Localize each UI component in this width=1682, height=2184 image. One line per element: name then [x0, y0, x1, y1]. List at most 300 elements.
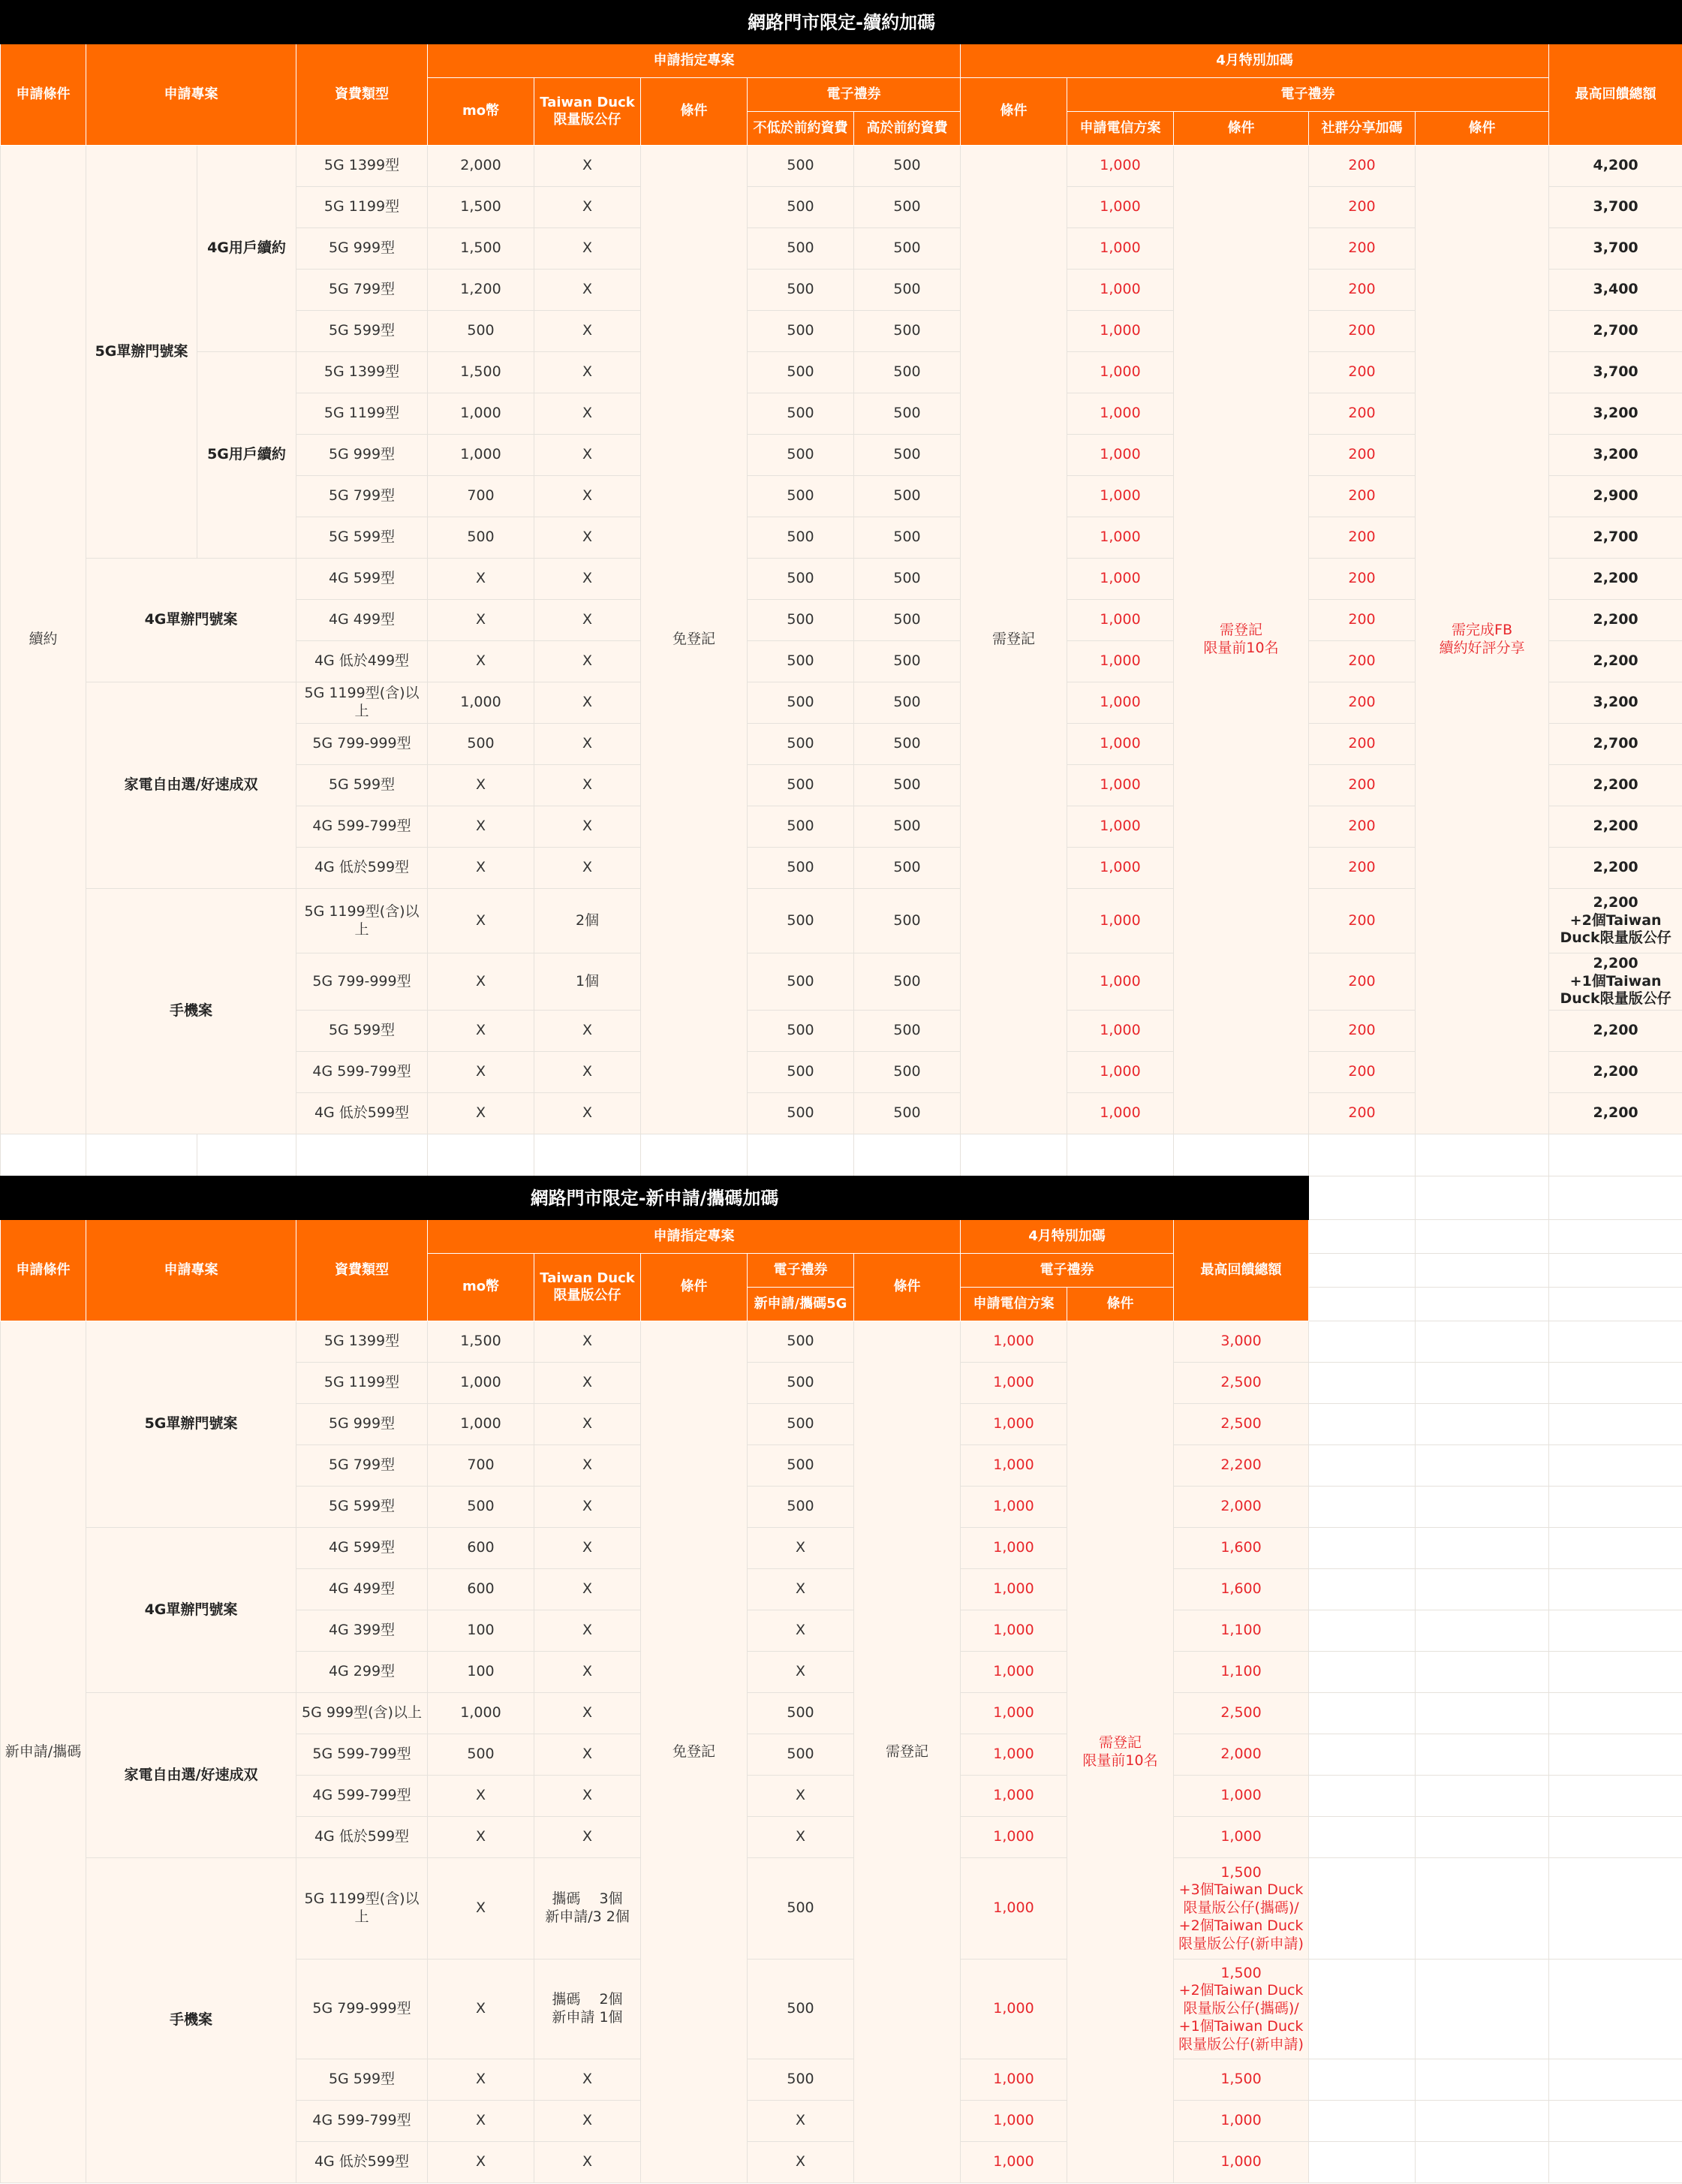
- header-april: 4月特別加碼: [961, 44, 1549, 78]
- header-telecom: 申請電信方案: [1067, 112, 1174, 146]
- plan-cell: 4G 低於599型: [296, 1817, 428, 1858]
- plan-cell: 4G 299型: [296, 1652, 428, 1693]
- plan-cell: 4G 599-799型: [296, 1776, 428, 1817]
- plan-cell: 4G 低於599型: [296, 2142, 428, 2183]
- plan-cell: 4G 399型: [296, 1610, 428, 1652]
- telecom-cell: 1,000: [961, 1858, 1067, 1960]
- condition-cell: 續約: [1, 146, 86, 1134]
- social-cell: 200: [1309, 476, 1416, 517]
- evoucher-not-lower-cell: 500: [748, 806, 854, 848]
- duck-cell: X: [534, 806, 641, 848]
- header-cond2: 條件: [961, 78, 1067, 146]
- plan-cell: 4G 599-799型: [296, 1052, 428, 1093]
- mo-cell: 100: [428, 1610, 534, 1652]
- evoucher-cell: 500: [748, 2059, 854, 2101]
- header-duck: Taiwan Duck 限量版公仔: [534, 78, 641, 146]
- total-cell: 2,000: [1174, 1487, 1309, 1528]
- evoucher-higher-cell: 500: [854, 1093, 961, 1134]
- evoucher-cell: 500: [748, 1404, 854, 1445]
- evoucher-cell: 500: [748, 1363, 854, 1404]
- mo-cell: 500: [428, 517, 534, 559]
- evoucher-not-lower-cell: 500: [748, 476, 854, 517]
- evoucher-higher-cell: 500: [854, 517, 961, 559]
- mo-cell: X: [428, 1960, 534, 2059]
- duck-cell: X: [534, 724, 641, 765]
- telecom-cell: 1,000: [1067, 600, 1174, 641]
- telecom-cell: 1,000: [1067, 641, 1174, 682]
- telecom-cell: 1,000: [961, 1776, 1067, 1817]
- evoucher-higher-cell: 500: [854, 146, 961, 187]
- total-cell: 2,900: [1549, 476, 1682, 517]
- evoucher-higher-cell: 500: [854, 476, 961, 517]
- mo-cell: 1,000: [428, 435, 534, 476]
- social-cell: 200: [1309, 146, 1416, 187]
- header-telecom: 申請電信方案: [961, 1288, 1067, 1321]
- duck-cell: X: [534, 228, 641, 270]
- evoucher-not-lower-cell: 500: [748, 228, 854, 270]
- total-cell: 4,200: [1549, 146, 1682, 187]
- evoucher-higher-cell: 500: [854, 641, 961, 682]
- mo-cell: 600: [428, 1528, 534, 1569]
- mo-cell: 100: [428, 1652, 534, 1693]
- duck-cell: X: [534, 1052, 641, 1093]
- duck-cell: X: [534, 2059, 641, 2101]
- plan-cell: 5G 999型: [296, 1404, 428, 1445]
- new-table-title: 網路門市限定-新申請/攜碼加碼: [1, 1176, 1309, 1220]
- total-cell: 3,000: [1174, 1321, 1309, 1363]
- telecom-cell: 1,000: [1067, 1052, 1174, 1093]
- plan-cell: 4G 599-799型: [296, 806, 428, 848]
- duck-cell: X: [534, 1487, 641, 1528]
- header-condition: 申請條件: [1, 44, 86, 146]
- social-cell: 200: [1309, 187, 1416, 228]
- evoucher-not-lower-cell: 500: [748, 559, 854, 600]
- telecom-cell: 1,000: [961, 1734, 1067, 1776]
- telecom-cell: 1,000: [1067, 187, 1174, 228]
- renewal-table-title: 網路門市限定-續約加碼: [1, 1, 1682, 44]
- total-cell: 1,600: [1174, 1569, 1309, 1610]
- total-cell: 3,400: [1549, 270, 1682, 311]
- total-cell: 2,200: [1549, 1011, 1682, 1052]
- header-evoucher2: 電子禮券: [1067, 78, 1549, 112]
- total-cell: 2,200: [1549, 600, 1682, 641]
- header-not-lower: 不低於前約資費: [748, 112, 854, 146]
- plan-cell: 5G 1399型: [296, 146, 428, 187]
- free-reg-cell: 免登記: [641, 146, 748, 1134]
- mo-cell: 600: [428, 1569, 534, 1610]
- duck-cell: X: [534, 1321, 641, 1363]
- plan-cell: 4G 599-799型: [296, 2101, 428, 2142]
- evoucher-cell: X: [748, 2142, 854, 2183]
- mo-cell: X: [428, 2142, 534, 2183]
- duck-cell: X: [534, 1652, 641, 1693]
- evoucher-cell: 500: [748, 1858, 854, 1960]
- evoucher-cell: 500: [748, 1445, 854, 1487]
- total-cell: 2,700: [1549, 724, 1682, 765]
- header-cond3: 條件: [1067, 1288, 1174, 1321]
- telecom-cell: 1,000: [1067, 228, 1174, 270]
- plan-cell: 5G 1399型: [296, 1321, 428, 1363]
- evoucher-higher-cell: 500: [854, 682, 961, 724]
- evoucher-higher-cell: 500: [854, 600, 961, 641]
- evoucher-higher-cell: 500: [854, 311, 961, 352]
- total-cell: 2,700: [1549, 311, 1682, 352]
- total-cell: 2,700: [1549, 517, 1682, 559]
- evoucher-not-lower-cell: 500: [748, 600, 854, 641]
- table-row: [1, 1321, 1682, 1363]
- mo-cell: 700: [428, 476, 534, 517]
- header-cond: 條件: [641, 78, 748, 146]
- plan-cell: 5G 1199型: [296, 187, 428, 228]
- total-cell: 3,700: [1549, 352, 1682, 393]
- header-cond3: 條件: [1174, 112, 1309, 146]
- plan-cell: 5G 599型: [296, 1011, 428, 1052]
- mo-cell: X: [428, 848, 534, 889]
- plan-cell: 5G 599型: [296, 2059, 428, 2101]
- evoucher-not-lower-cell: 500: [748, 765, 854, 806]
- evoucher-not-lower-cell: 500: [748, 682, 854, 724]
- mo-cell: 1,000: [428, 682, 534, 724]
- group-home: 家電自由選/好速成双: [86, 682, 296, 889]
- plan-cell: 5G 999型: [296, 228, 428, 270]
- telecom-cell: 1,000: [961, 2059, 1067, 2101]
- header-april: 4月特別加碼: [961, 1220, 1174, 1254]
- plan-cell: 5G 1399型: [296, 352, 428, 393]
- telecom-cell: 1,000: [961, 2101, 1067, 2142]
- duck-cell: X: [534, 1445, 641, 1487]
- plan-cell: 5G 799型: [296, 1445, 428, 1487]
- duck-cell: X: [534, 435, 641, 476]
- mo-cell: X: [428, 1011, 534, 1052]
- mo-cell: X: [428, 1052, 534, 1093]
- duck-cell: X: [534, 2142, 641, 2183]
- telecom-cell: 1,000: [1067, 435, 1174, 476]
- need-reg-cell: 需登記: [854, 1321, 961, 2183]
- table-row: [1, 1528, 1682, 1569]
- evoucher-not-lower-cell: 500: [748, 146, 854, 187]
- evoucher-cell: X: [748, 1817, 854, 1858]
- plan-cell: 5G 599型: [296, 517, 428, 559]
- mo-cell: 2,000: [428, 146, 534, 187]
- telecom-cell: 1,000: [1067, 765, 1174, 806]
- mo-cell: 1,000: [428, 1693, 534, 1734]
- evoucher-cell: X: [748, 1610, 854, 1652]
- mo-cell: 1,000: [428, 1363, 534, 1404]
- total-cell: 2,500: [1174, 1693, 1309, 1734]
- total-cell: 2,200: [1549, 1052, 1682, 1093]
- table-row: [1, 1858, 1682, 1960]
- evoucher-cell: 500: [748, 1487, 854, 1528]
- social-cell: 200: [1309, 848, 1416, 889]
- duck-cell: X: [534, 1776, 641, 1817]
- evoucher-higher-cell: 500: [854, 953, 961, 1011]
- total-cell: 2,200: [1549, 765, 1682, 806]
- plan-cell: 4G 低於599型: [296, 848, 428, 889]
- telecom-cell: 1,000: [961, 1610, 1067, 1652]
- evoucher-not-lower-cell: 500: [748, 435, 854, 476]
- group-4g: 4G單辦門號案: [86, 559, 296, 682]
- header-designated: 申請指定專案: [428, 44, 961, 78]
- mo-cell: 1,500: [428, 352, 534, 393]
- telecom-cell: 1,000: [1067, 146, 1174, 187]
- telecom-cell: 1,000: [1067, 559, 1174, 600]
- evoucher-not-lower-cell: 500: [748, 352, 854, 393]
- telecom-cell: 1,000: [961, 1652, 1067, 1693]
- evoucher-not-lower-cell: 500: [748, 1052, 854, 1093]
- duck-cell: 2個: [534, 889, 641, 953]
- header-total: 最高回饋總額: [1549, 44, 1682, 146]
- social-cell: 200: [1309, 228, 1416, 270]
- telecom-cell: 1,000: [1067, 682, 1174, 724]
- evoucher-not-lower-cell: 500: [748, 889, 854, 953]
- telecom-cell: 1,000: [961, 1817, 1067, 1858]
- duck-cell: X: [534, 641, 641, 682]
- table-row: [1, 1693, 1682, 1734]
- total-cell: 3,700: [1549, 228, 1682, 270]
- evoucher-cell: 500: [748, 1734, 854, 1776]
- telecom-cell: 1,000: [1067, 393, 1174, 435]
- top10-cell: 需登記 限量前10名: [1067, 1321, 1174, 2183]
- evoucher-higher-cell: 500: [854, 724, 961, 765]
- telecom-cell: 1,000: [961, 1363, 1067, 1404]
- evoucher-cell: X: [748, 1776, 854, 1817]
- evoucher-not-lower-cell: 500: [748, 187, 854, 228]
- plan-cell: 5G 599型: [296, 311, 428, 352]
- total-cell: 1,000: [1174, 2101, 1309, 2142]
- evoucher-not-lower-cell: 500: [748, 517, 854, 559]
- telecom-cell: 1,000: [961, 1404, 1067, 1445]
- group-phone: 手機案: [86, 1858, 296, 2183]
- new-application-table: [0, 1176, 1682, 2183]
- evoucher-higher-cell: 500: [854, 228, 961, 270]
- duck-cell: 攜碼 3個 新申請/3 2個: [534, 1858, 641, 1960]
- evoucher-cell: X: [748, 1652, 854, 1693]
- evoucher-not-lower-cell: 500: [748, 1011, 854, 1052]
- telecom-cell: 1,000: [961, 1321, 1067, 1363]
- header-higher: 高於前約資費: [854, 112, 961, 146]
- evoucher-not-lower-cell: 500: [748, 641, 854, 682]
- social-cell: 200: [1309, 1093, 1416, 1134]
- telecom-cell: 1,000: [1067, 270, 1174, 311]
- duck-cell: X: [534, 600, 641, 641]
- evoucher-higher-cell: 500: [854, 765, 961, 806]
- duck-cell: X: [534, 765, 641, 806]
- telecom-cell: 1,000: [961, 1569, 1067, 1610]
- header-plan: 資費類型: [296, 1220, 428, 1321]
- header-mo: mo幣: [428, 78, 534, 146]
- duck-cell: X: [534, 311, 641, 352]
- evoucher-cell: 500: [748, 1960, 854, 2059]
- total-cell: 2,200: [1549, 848, 1682, 889]
- plan-cell: 5G 1199型(含)以上: [296, 682, 428, 724]
- social-cell: 200: [1309, 559, 1416, 600]
- group-5g: 5G單辦門號案: [86, 146, 197, 559]
- evoucher-higher-cell: 500: [854, 848, 961, 889]
- duck-cell: 攜碼 2個 新申請 1個: [534, 1960, 641, 2059]
- mo-cell: X: [428, 2059, 534, 2101]
- mo-cell: 1,500: [428, 187, 534, 228]
- telecom-cell: 1,000: [1067, 311, 1174, 352]
- header-social: 社群分享加碼: [1309, 112, 1416, 146]
- header-designated: 申請指定專案: [428, 1220, 961, 1254]
- social-cell: 200: [1309, 1052, 1416, 1093]
- plan-cell: 5G 999型: [296, 435, 428, 476]
- evoucher-not-lower-cell: 500: [748, 311, 854, 352]
- plan-cell: 5G 799-999型: [296, 953, 428, 1011]
- total-cell: 1,500: [1174, 2059, 1309, 2101]
- header-evoucher: 電子禮券: [748, 78, 961, 112]
- evoucher-not-lower-cell: 500: [748, 393, 854, 435]
- total-cell: 1,100: [1174, 1652, 1309, 1693]
- evoucher-higher-cell: 500: [854, 806, 961, 848]
- total-cell: 1,100: [1174, 1610, 1309, 1652]
- social-cell: 200: [1309, 352, 1416, 393]
- total-cell: 2,200 +2個Taiwan Duck限量版公仔: [1549, 889, 1682, 953]
- telecom-cell: 1,000: [1067, 1011, 1174, 1052]
- duck-cell: X: [534, 352, 641, 393]
- duck-cell: X: [534, 848, 641, 889]
- table-row: [1, 146, 1682, 187]
- total-cell: 2,200: [1174, 1445, 1309, 1487]
- total-cell: 1,000: [1174, 1817, 1309, 1858]
- fb-share-cell: 需完成FB 續約好評分享: [1416, 146, 1549, 1134]
- header-evoucher2: 電子禮券: [961, 1254, 1174, 1288]
- mo-cell: X: [428, 806, 534, 848]
- duck-cell: X: [534, 1734, 641, 1776]
- evoucher-cell: X: [748, 2101, 854, 2142]
- total-cell: 2,200: [1549, 641, 1682, 682]
- evoucher-higher-cell: 500: [854, 270, 961, 311]
- evoucher-cell: 500: [748, 1693, 854, 1734]
- total-cell: 3,200: [1549, 682, 1682, 724]
- total-cell: 3,200: [1549, 435, 1682, 476]
- social-cell: 200: [1309, 682, 1416, 724]
- mo-cell: 500: [428, 1734, 534, 1776]
- header-total: 最高回饋總額: [1174, 1220, 1309, 1321]
- mo-cell: X: [428, 1858, 534, 1960]
- telecom-cell: 1,000: [1067, 517, 1174, 559]
- mo-cell: 700: [428, 1445, 534, 1487]
- header-new5g: 新申請/攜碼5G: [748, 1288, 854, 1321]
- condition-cell: 新申請/攜碼: [1, 1321, 86, 2183]
- evoucher-cell: 500: [748, 1321, 854, 1363]
- telecom-cell: 1,000: [961, 1960, 1067, 2059]
- group-4g: 4G單辦門號案: [86, 1528, 296, 1693]
- duck-cell: X: [534, 1528, 641, 1569]
- header-evoucher: 電子禮券: [748, 1254, 854, 1288]
- telecom-cell: 1,000: [961, 1445, 1067, 1487]
- mo-cell: X: [428, 953, 534, 1011]
- duck-cell: X: [534, 1093, 641, 1134]
- evoucher-higher-cell: 500: [854, 889, 961, 953]
- header-plan: 資費類型: [296, 44, 428, 146]
- social-cell: 200: [1309, 393, 1416, 435]
- telecom-cell: 1,000: [1067, 724, 1174, 765]
- social-cell: 200: [1309, 311, 1416, 352]
- total-cell: 3,200: [1549, 393, 1682, 435]
- mo-cell: X: [428, 641, 534, 682]
- total-cell: 2,500: [1174, 1363, 1309, 1404]
- total-cell: 3,700: [1549, 187, 1682, 228]
- mo-cell: X: [428, 889, 534, 953]
- mo-cell: 500: [428, 1487, 534, 1528]
- header-mo: mo幣: [428, 1254, 534, 1321]
- header-project: 申請專案: [86, 1220, 296, 1321]
- social-cell: 200: [1309, 724, 1416, 765]
- social-cell: 200: [1309, 600, 1416, 641]
- plan-cell: 5G 1199型: [296, 1363, 428, 1404]
- social-cell: 200: [1309, 1011, 1416, 1052]
- duck-cell: X: [534, 1610, 641, 1652]
- total-cell: 2,200: [1549, 806, 1682, 848]
- plan-cell: 4G 599型: [296, 559, 428, 600]
- telecom-cell: 1,000: [1067, 806, 1174, 848]
- duck-cell: X: [534, 682, 641, 724]
- mo-cell: 1,200: [428, 270, 534, 311]
- evoucher-not-lower-cell: 500: [748, 270, 854, 311]
- social-cell: 200: [1309, 435, 1416, 476]
- header-cond: 條件: [641, 1254, 748, 1321]
- telecom-cell: 1,000: [1067, 848, 1174, 889]
- total-cell: 2,200: [1549, 1093, 1682, 1134]
- mo-cell: X: [428, 765, 534, 806]
- plan-cell: 5G 799-999型: [296, 1960, 428, 2059]
- duck-cell: X: [534, 1693, 641, 1734]
- telecom-cell: 1,000: [961, 2142, 1067, 2183]
- mo-cell: 1,000: [428, 1404, 534, 1445]
- header-duck: Taiwan Duck 限量版公仔: [534, 1254, 641, 1321]
- group-phone: 手機案: [86, 889, 296, 1134]
- mo-cell: 1,500: [428, 1321, 534, 1363]
- duck-cell: X: [534, 187, 641, 228]
- evoucher-higher-cell: 500: [854, 393, 961, 435]
- mo-cell: 1,500: [428, 228, 534, 270]
- mo-cell: 1,000: [428, 393, 534, 435]
- duck-cell: X: [534, 1363, 641, 1404]
- total-cell: 1,600: [1174, 1528, 1309, 1569]
- evoucher-not-lower-cell: 500: [748, 724, 854, 765]
- total-cell: 1,500 +3個Taiwan Duck限量版公仔(攜碼)/ +2個Taiwan Duck限量版公仔(新申請): [1174, 1858, 1309, 1960]
- evoucher-cell: X: [748, 1528, 854, 1569]
- telecom-cell: 1,000: [1067, 476, 1174, 517]
- duck-cell: 1個: [534, 953, 641, 1011]
- total-cell: 1,500 +2個Taiwan Duck限量版公仔(攜碼)/ +1個Taiwan Duck限量版公仔(新申請): [1174, 1960, 1309, 2059]
- total-cell: 1,000: [1174, 2142, 1309, 2183]
- social-cell: 200: [1309, 641, 1416, 682]
- evoucher-higher-cell: 500: [854, 187, 961, 228]
- need-reg-cell: 需登記: [961, 146, 1067, 1134]
- duck-cell: X: [534, 517, 641, 559]
- header-cond2: 條件: [854, 1254, 961, 1321]
- duck-cell: X: [534, 393, 641, 435]
- plan-cell: 5G 1199型(含)以上: [296, 889, 428, 953]
- mo-cell: 500: [428, 311, 534, 352]
- social-cell: 200: [1309, 953, 1416, 1011]
- telecom-cell: 1,000: [1067, 1093, 1174, 1134]
- plan-cell: 5G 599型: [296, 765, 428, 806]
- mo-cell: X: [428, 1817, 534, 1858]
- plan-cell: 5G 1199型: [296, 393, 428, 435]
- top10-cell: 需登記 限量前10名: [1174, 146, 1309, 1134]
- evoucher-higher-cell: 500: [854, 435, 961, 476]
- social-cell: 200: [1309, 270, 1416, 311]
- total-cell: 2,000: [1174, 1734, 1309, 1776]
- sub-5g-user: 5G用戶續約: [197, 352, 296, 559]
- duck-cell: X: [534, 1404, 641, 1445]
- group-home: 家電自由選/好速成双: [86, 1693, 296, 1858]
- social-cell: 200: [1309, 806, 1416, 848]
- duck-cell: X: [534, 146, 641, 187]
